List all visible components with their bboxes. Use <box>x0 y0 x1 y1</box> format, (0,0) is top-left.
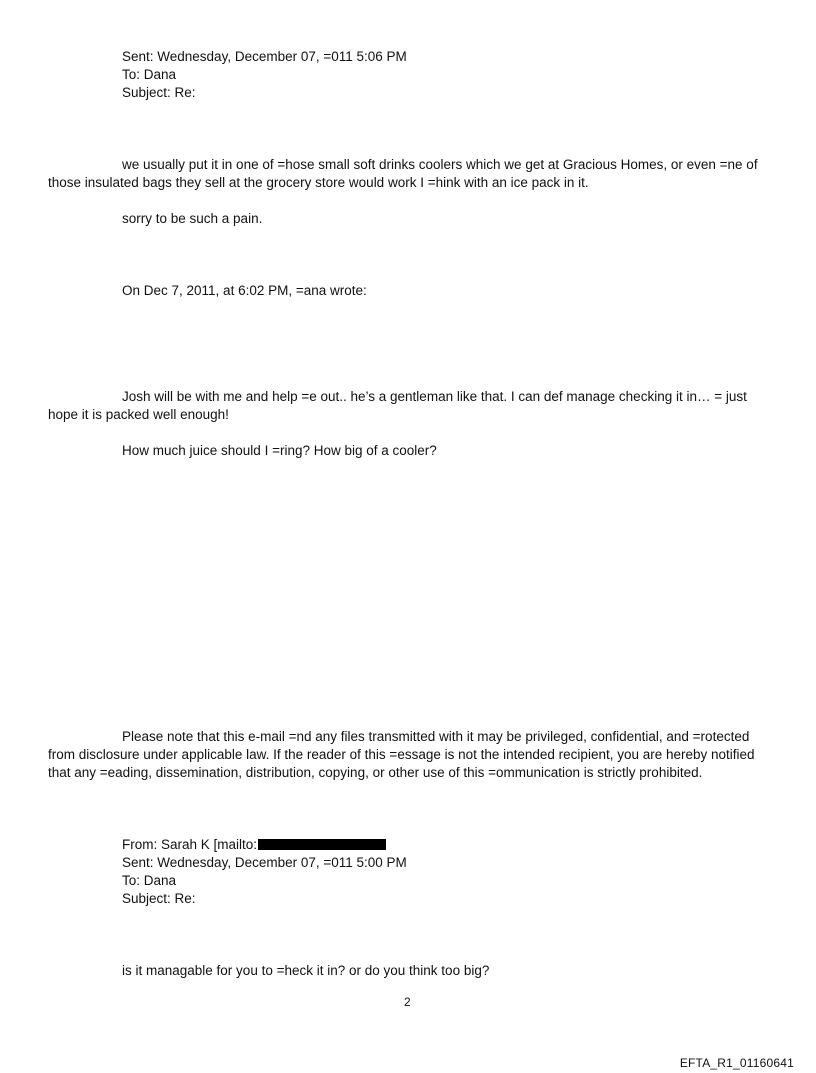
header1-subject: Subject: Re: <box>122 85 196 100</box>
header1-sent: Sent: Wednesday, December 07, =011 5:06 PM <box>122 49 407 64</box>
header2-to: To: Dana <box>122 873 177 888</box>
header2-from-text: From: Sarah K [mailto: <box>122 837 258 852</box>
message1-paragraph2: sorry to be such a pain. <box>122 211 263 226</box>
header1-to: To: Dana <box>122 67 177 82</box>
header2-sent: Sent: Wednesday, December 07, =011 5:00 PM <box>122 855 407 870</box>
disclaimer-line2: from disclosure under applicable law. If the reader of this =essage is not the intended recipient, you are hereby notified <box>48 747 755 762</box>
disclaimer-line3: that any =eading, dissemination, distribution, copying, or other use of this =ommunication is strictly prohibited. <box>48 765 703 780</box>
message2-paragraph1-line2: hope it is packed well enough! <box>48 407 229 422</box>
redaction-bar <box>258 839 386 850</box>
message1-paragraph1-line2: those insulated bags they sell at the grocery store would work I =hink with an ice pack in it. <box>48 175 589 190</box>
message2-paragraph1-line1: Josh will be with me and help =e out.. he’s a gentleman like that. I can def manage checking it in… = just <box>122 389 747 404</box>
page-number: 2 <box>404 995 411 1009</box>
message2-paragraph2: How much juice should I =ring? How big of a cooler? <box>122 443 437 458</box>
message3-paragraph1: is it managable for you to =heck it in? or do you think too big? <box>122 963 490 978</box>
header2-from <box>122 836 386 854</box>
quote-intro: On Dec 7, 2011, at 6:02 PM, =ana wrote: <box>122 283 367 298</box>
header2-subject: Subject: Re: <box>122 891 196 906</box>
message1-paragraph1-line1: we usually put it in one of =hose small soft drinks coolers which we get at Gracious Homes, or even =ne of <box>122 157 758 172</box>
disclaimer-line1: Please note that this e-mail =nd any files transmitted with it may be privileged, confidential, and =rotected <box>122 729 750 744</box>
bates-number: EFTA_R1_01160641 <box>679 1056 794 1070</box>
